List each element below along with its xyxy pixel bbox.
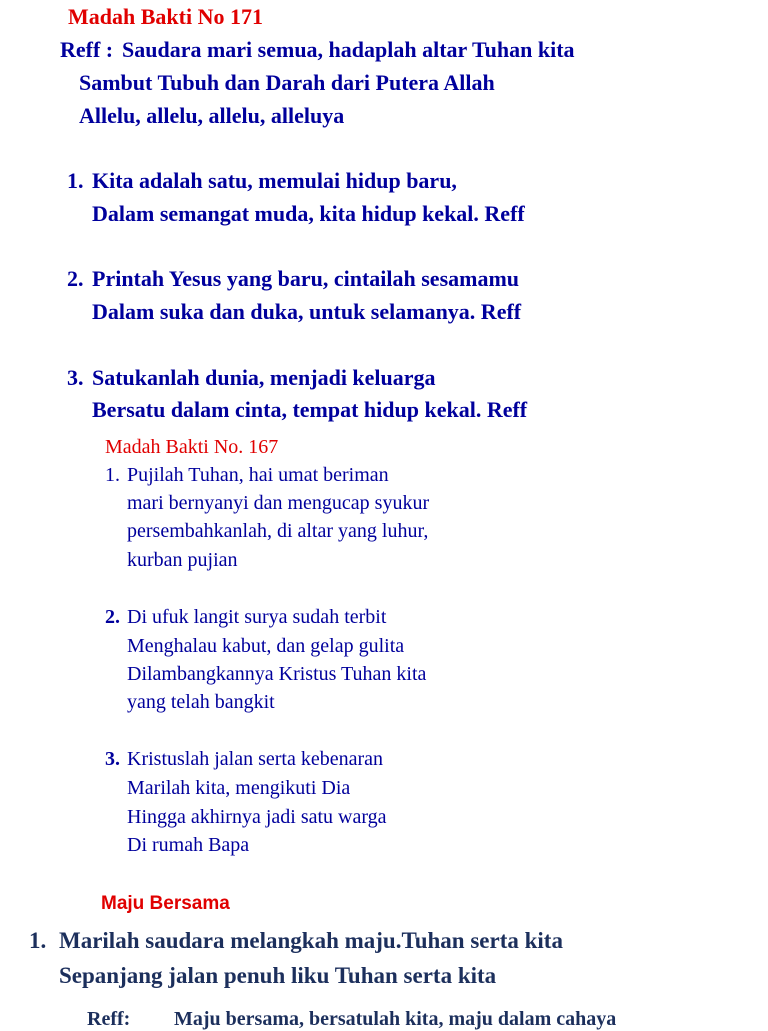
song1-refrain-line-3: Allelu, allelu, allelu, alleluya — [79, 103, 345, 128]
song2-verse-1-line-1: Pujilah Tuhan, hai umat beriman — [127, 464, 389, 486]
song1-refrain-line-2: Sambut Tubuh dan Darah dari Putera Allah — [79, 70, 495, 95]
song2-verse-1-line-4: kurban pujian — [127, 549, 238, 571]
song2-verse-3-line-4: Di rumah Bapa — [127, 834, 250, 856]
song1-verse-3-line-1: Satukanlah dunia, menjadi keluarga — [92, 365, 436, 390]
song3-title: Maju Bersama — [101, 893, 230, 914]
song1-verse-1-number: 1. — [67, 168, 84, 193]
song1-verse-1-line-2: Dalam semangat muda, kita hidup kekal. Reff — [92, 201, 525, 226]
song1-verse-2-line-2: Dalam suka dan duka, untuk selamanya. Reff — [92, 299, 522, 324]
song1-refrain-line-1: Saudara mari semua, hadaplah altar Tuhan kita — [122, 37, 575, 62]
song3-verse-1-line-2: Sepanjang jalan penuh liku Tuhan serta kita — [59, 963, 497, 988]
song2-verse-2-number — [105, 606, 120, 629]
song3-refrain-label: Reff: — [87, 1008, 131, 1030]
song1-verse-3-number: 3. — [67, 365, 84, 390]
song3-verse-1-number: 1. — [29, 928, 47, 953]
song2-verse-2-line-3: Dilambangkannya Kristus Tuhan kita — [127, 663, 427, 685]
song2-verse-1-number: 1. — [105, 464, 120, 486]
song3-verse-1-line-1: Marilah saudara melangkah maju.Tuhan serta kita — [59, 928, 563, 953]
song1-verse-3-line-2: Bersatu dalam cinta, tempat hidup kekal. Reff — [92, 397, 528, 422]
song1-refrain-label: Reff : — [60, 37, 114, 62]
song1-verse-2-line-1: Printah Yesus yang baru, cintailah sesamamu — [92, 266, 520, 291]
song3-refrain-line-1: Maju bersama, bersatulah kita, maju dalam cahaya — [174, 1008, 617, 1030]
song2-verse-3-line-2: Marilah kita, mengikuti Dia — [127, 777, 351, 799]
song2-verse-3-number — [105, 748, 120, 771]
song2-verse-3-line-1: Kristuslah jalan serta kebenaran — [127, 748, 384, 770]
song2-verse-3-number-text: 3. — [105, 748, 120, 770]
song1-verse-1-line-1: Kita adalah satu, memulai hidup baru, — [92, 168, 457, 193]
song2-verse-1-line-2: mari bernyanyi dan mengucap syukur — [127, 492, 430, 514]
song2-verse-2-line-2: Menghalau kabut, dan gelap gulita — [127, 635, 405, 657]
song1-verse-2-number: 2. — [67, 266, 84, 291]
song2-verse-2-number-text: 2. — [105, 606, 120, 628]
song1-title: Madah Bakti No 171 — [68, 4, 263, 29]
song2-verse-2-line-4: yang telah bangkit — [127, 691, 275, 713]
song2-verse-2-line-1: Di ufuk langit surya sudah terbit — [127, 606, 387, 628]
song2-verse-1-line-3: persembahkanlah, di altar yang luhur, — [127, 520, 429, 542]
song2-verse-3-line-3: Hingga akhirnya jadi satu warga — [127, 806, 387, 828]
song2-title: Madah Bakti No. 167 — [105, 436, 279, 458]
